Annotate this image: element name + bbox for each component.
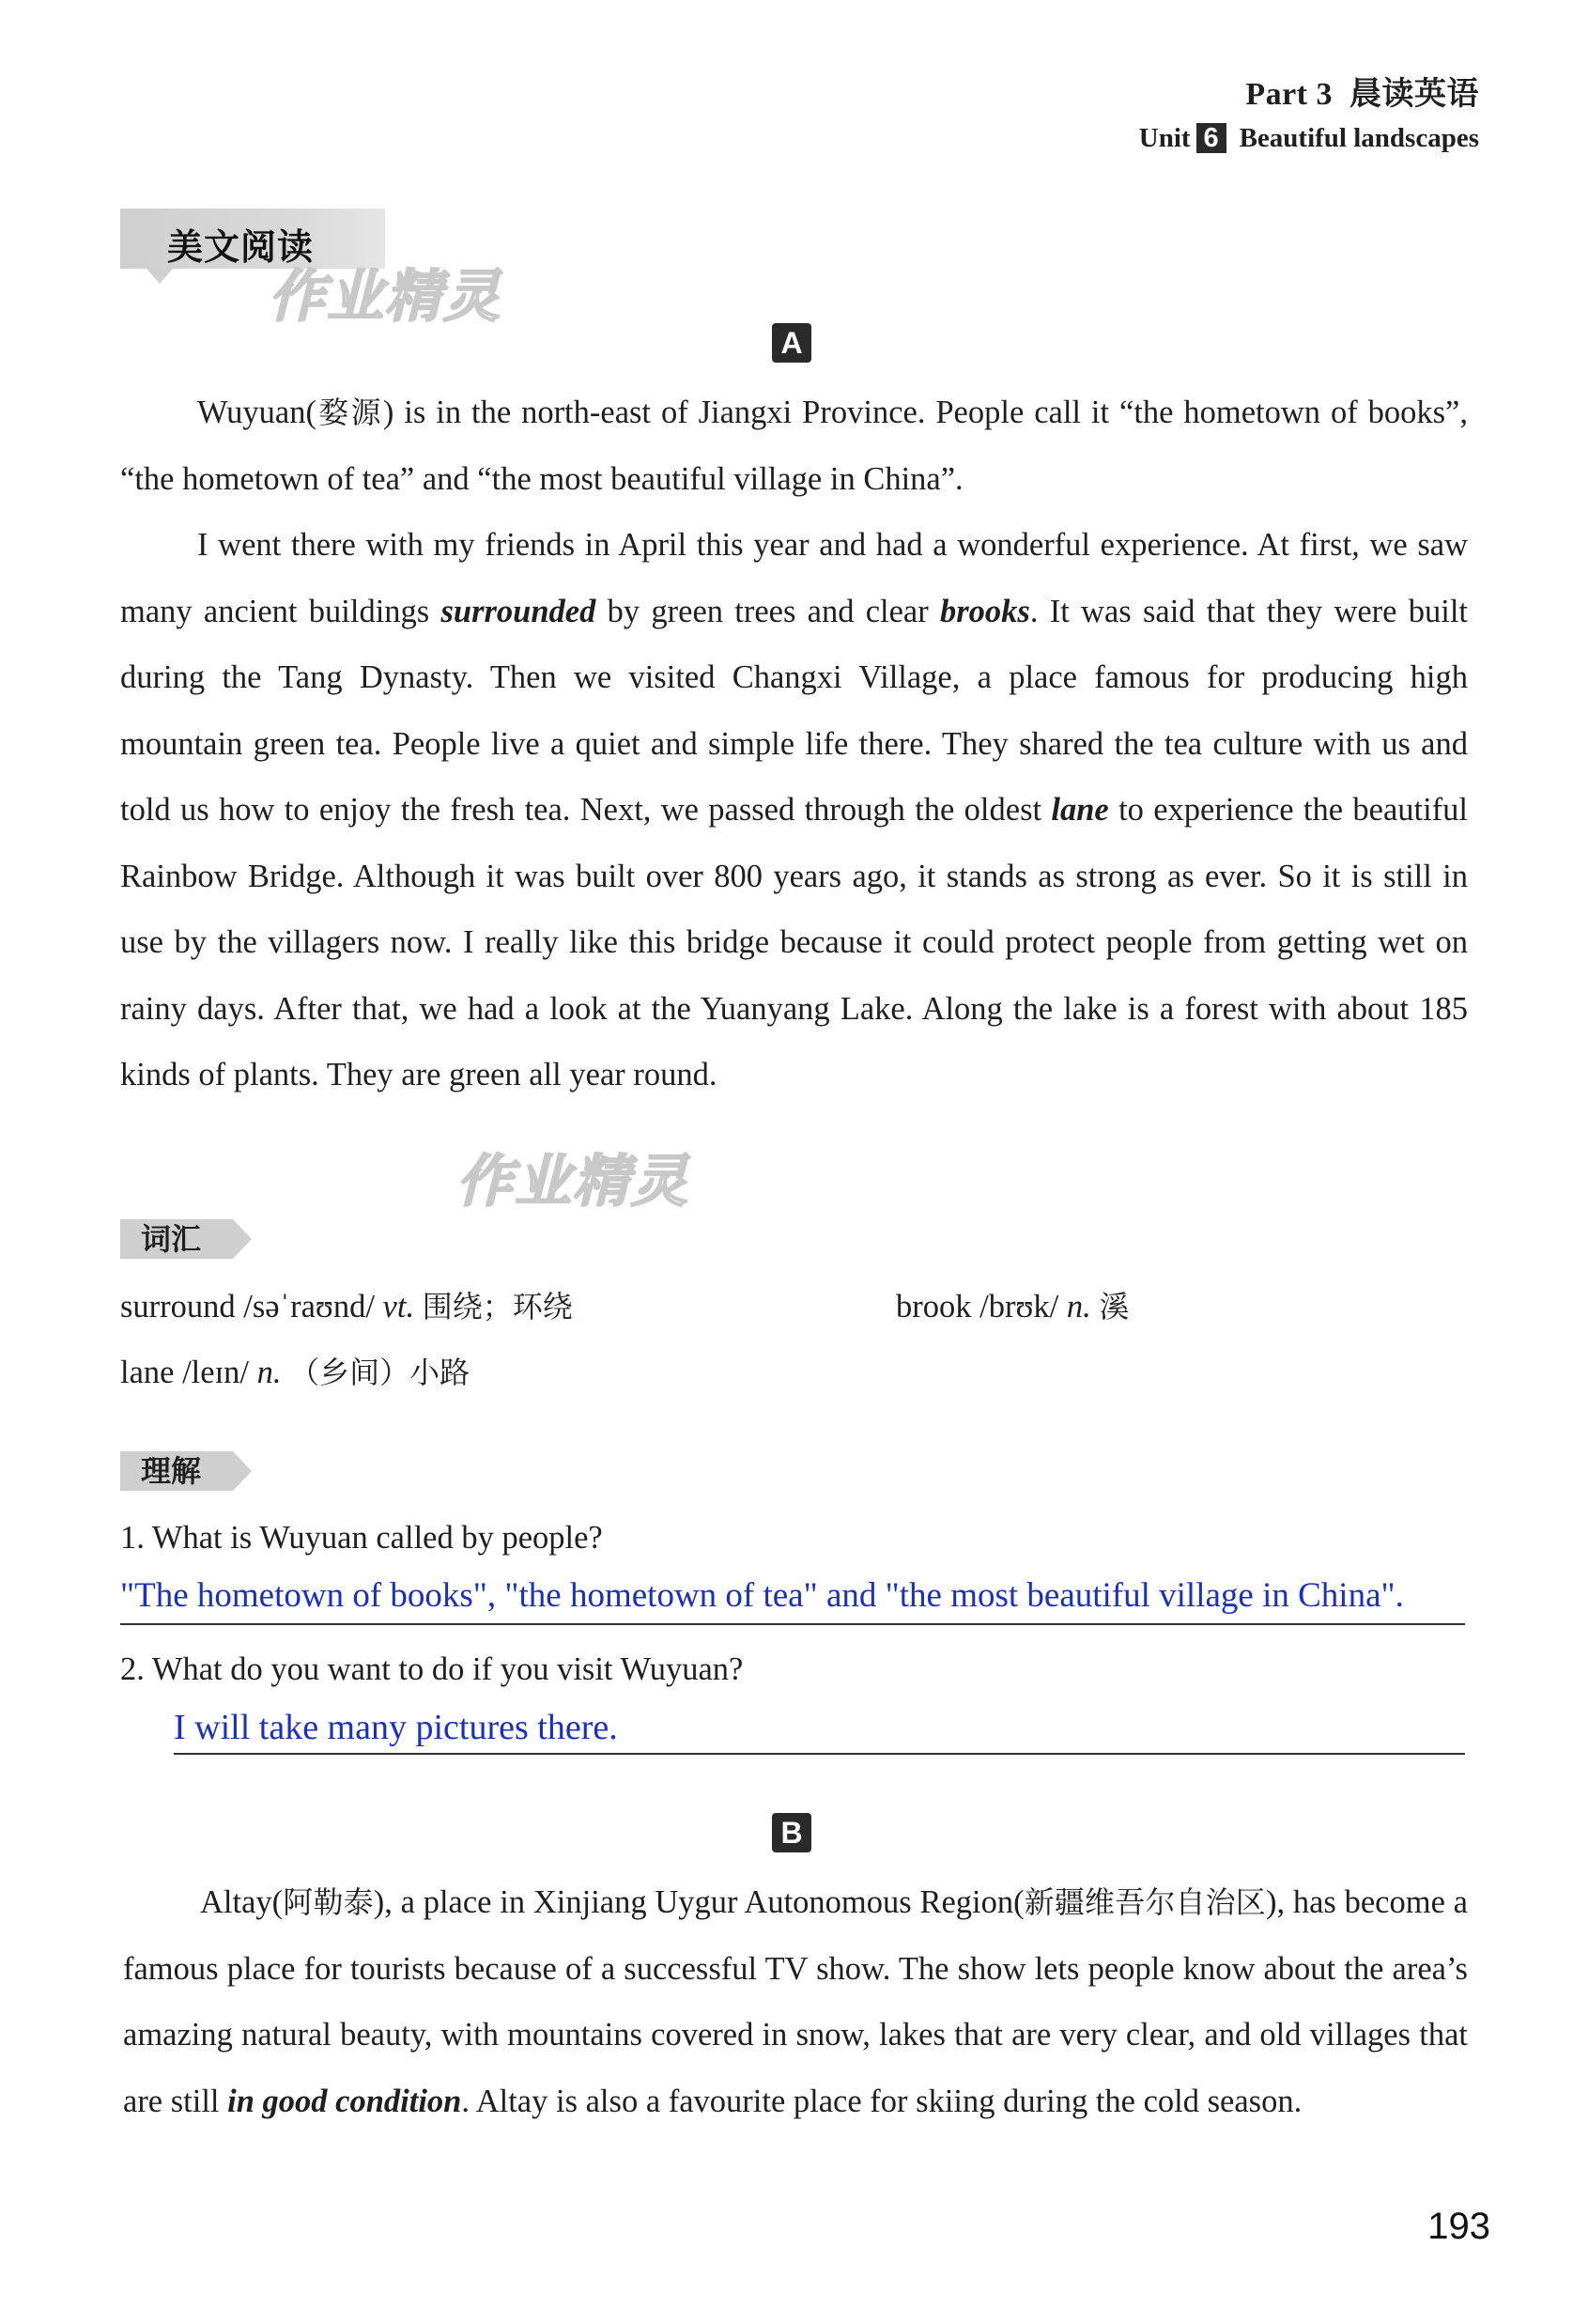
section-b-badge: B <box>772 1813 811 1852</box>
unit-label: Unit <box>1138 123 1191 153</box>
passage-a-paragraph-1 <box>120 380 1468 512</box>
text-run: ), has become a famous place for tourists because of a successful TV show. The show lets people know about the area’s amazing natural beauty, with mountains covered in snow, lakes that are very clear, and old villages that are still <box>123 1884 1468 2119</box>
section-a-badge: A <box>772 323 811 363</box>
vocab-item <box>120 1351 470 1394</box>
vocab-ipa: /brʊk/ <box>979 1289 1059 1325</box>
vocab-tag: 词汇 <box>120 1219 233 1259</box>
part-heading <box>1139 71 1479 117</box>
question-number: 2. <box>120 1651 145 1687</box>
text-run: by green trees and clear <box>595 593 940 629</box>
vocab-item <box>120 1285 573 1328</box>
part-label: Part 3 <box>1245 77 1333 112</box>
vocab-meaning: 溪 <box>1099 1289 1130 1325</box>
passage-b-paragraph-1 <box>123 1869 1468 2134</box>
question-number: 1. <box>120 1520 145 1556</box>
keyword: surrounded <box>440 593 596 629</box>
answer-2: I will take many pictures there. <box>174 1708 618 1747</box>
chinese-gloss: 婺源 <box>316 395 383 430</box>
vocab-word: lane <box>120 1355 175 1390</box>
question-1 <box>120 1516 603 1559</box>
vocab-item <box>896 1285 1129 1328</box>
watermark: 作业精灵 <box>456 1149 689 1215</box>
chinese-gloss: 阿勒泰 <box>283 1884 374 1920</box>
vocab-ipa: /leɪn/ <box>182 1355 249 1390</box>
unit-heading <box>1139 117 1479 159</box>
vocab-word: brook <box>896 1289 972 1325</box>
passage-a-paragraph-2 <box>120 512 1468 1108</box>
comprehension-tag: 理解 <box>120 1451 233 1491</box>
watermark: 作业精灵 <box>269 264 501 330</box>
text-run: Altay( <box>200 1884 284 1920</box>
vocab-ipa: /səˈraʊnd/ <box>243 1289 375 1325</box>
page-number: 193 <box>1427 2206 1490 2247</box>
unit-title: Beautiful landscapes <box>1239 123 1479 153</box>
unit-number-badge: 6 <box>1196 123 1226 153</box>
text-run: I went there with my friends in April this year and had a wonderful experience. At first, we saw many ancient buildings <box>120 527 1468 629</box>
vocab-pos: n. <box>256 1355 282 1390</box>
question-text: What do you want to do if you visit Wuyuan? <box>151 1651 744 1687</box>
vocab-meaning: 围绕；环绕 <box>422 1289 573 1325</box>
text-run: . It was said that they were built during the Tang Dynasty. Then we visited Changxi Village, a place famous for producing high mountain green tea. People live a quiet and simple life there. They shared the tea culture with us and told us how to enjoy the fresh tea. Next, we passed through the oldest <box>120 593 1468 828</box>
question-2 <box>120 1648 743 1691</box>
answer-line <box>174 1753 1465 1755</box>
page-header <box>1139 71 1479 159</box>
vocab-pos: n. <box>1066 1289 1091 1325</box>
answer-1: "The hometown of books", "the hometown of tea" and "the most beautiful village in China". <box>120 1576 1404 1615</box>
keyword: lane <box>1051 792 1109 828</box>
text-run: ), a place in Xinjiang Uygur Autonomous Region( <box>373 1884 1025 1920</box>
question-text: What is Wuyuan called by people? <box>151 1520 603 1556</box>
vocab-meaning: （乡间）小路 <box>289 1355 470 1390</box>
part-title: 晨读英语 <box>1349 75 1479 113</box>
banner-title: 美文阅读 <box>167 226 315 268</box>
text-run: to experience the beautiful Rainbow Bridge. Although it was built over 800 years ago, it stands as strong as ever. So it is still in use by the villagers now. I really like this bridge because it could protect people from getting wet on rainy days. After that, we had a look at the Yuanyang Lake. Along the lake is a forest with about 185 kinds of plants. They are green all year round. <box>120 792 1469 1092</box>
text-run: . Altay is also a favourite place for skiing during the cold season. <box>461 2083 1303 2119</box>
text-run: ) is in the north-east of Jiangxi Province. People call it “the hometown of books”, “the hometown of tea” and “the most beautiful village in China”. <box>120 395 1468 497</box>
vocab-pos: vt. <box>382 1289 415 1325</box>
vocab-word: surround <box>120 1289 236 1325</box>
keyword: brooks <box>939 593 1030 629</box>
answer-line <box>120 1623 1465 1625</box>
keyword: in good condition <box>227 2083 462 2119</box>
chinese-gloss: 新疆维吾尔自治区 <box>1024 1884 1266 1920</box>
text-run: Wuyuan( <box>197 395 316 430</box>
